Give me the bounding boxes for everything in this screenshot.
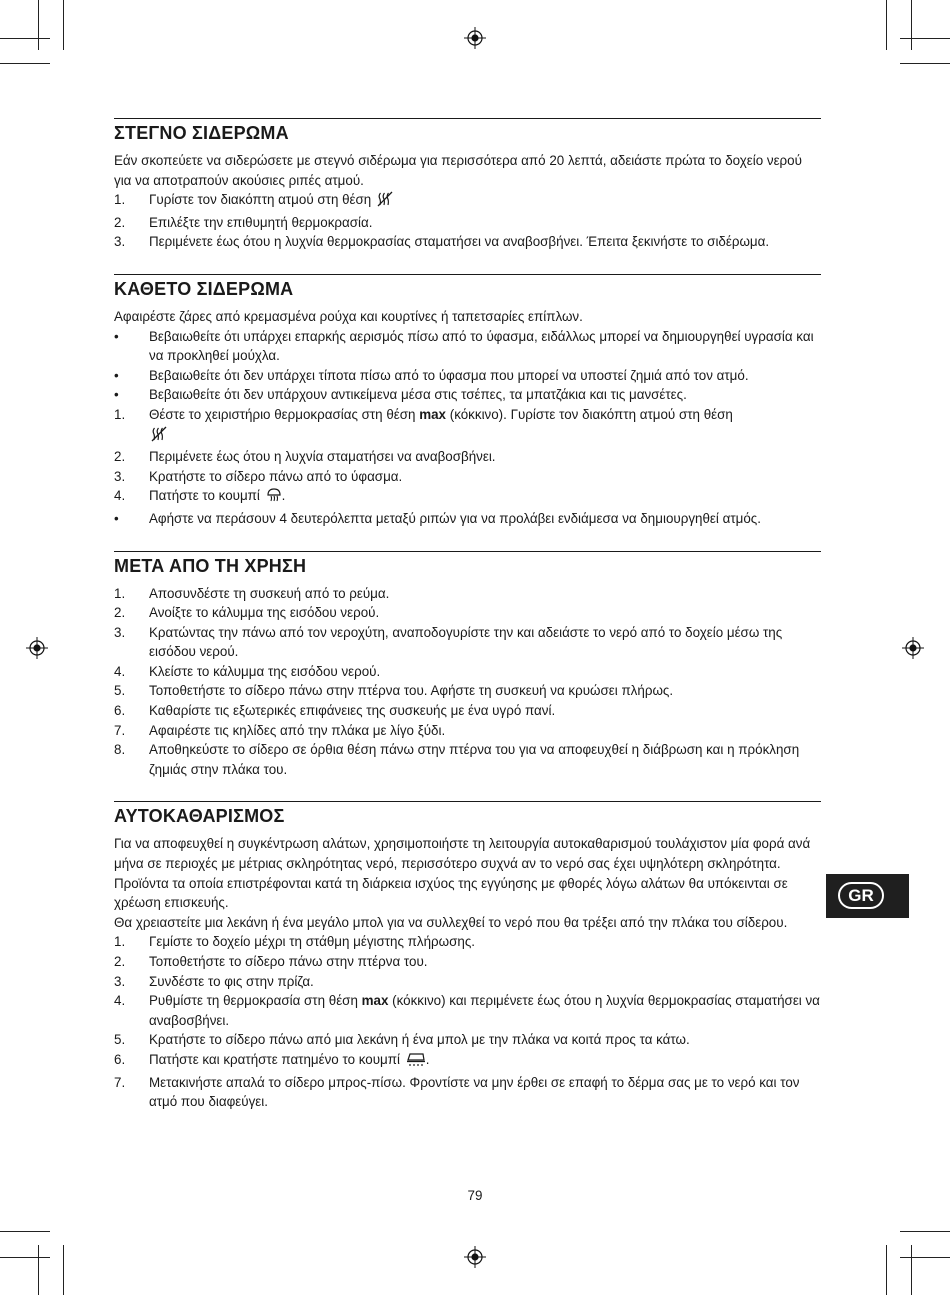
emphasis-text: max [361, 993, 389, 1009]
crop-mark [900, 1231, 950, 1232]
step-text: Θέστε το χειριστήριο θερμοκρασίας στη θέση [149, 406, 420, 422]
list-marker: 1. [114, 406, 126, 422]
list-marker: • [114, 328, 119, 344]
step-text: Πατήστε και κρατήστε πατημένο το κουμπί [149, 1051, 404, 1067]
step-text: Γεμίστε το δοχείο μέχρι τη στάθμη μέγιστης πλήρωσης. [149, 934, 476, 950]
list-marker: 4. [114, 663, 126, 679]
numbered-step [114, 213, 821, 233]
step-text: . [425, 1051, 430, 1067]
crop-mark [38, 1245, 39, 1295]
registration-mark-icon [464, 1246, 486, 1268]
step-text: Ρυθμίστε τη θερμοκρασία στη θέση [149, 993, 362, 1009]
numbered-step [114, 232, 821, 252]
steam-burst-icon [266, 487, 282, 509]
section [114, 551, 821, 780]
paragraph: Αφαιρέστε ζάρες από κρεμασμένα ρούχα και κουρτίνες ή ταπετσαρίες επίπλων. [114, 308, 583, 324]
registration-mark-icon [464, 27, 486, 49]
crop-mark [0, 1257, 50, 1258]
list-marker: 2. [114, 605, 126, 621]
list-marker: 3. [114, 468, 126, 484]
instruction-list [114, 327, 821, 529]
step-text: Κρατήστε το σίδερο πάνω από μια λεκάνη ή ένα μπολ με την πλάκα να κοιτά προς τα κάτω. [149, 1032, 690, 1048]
crop-mark [63, 1245, 64, 1295]
list-marker: 6. [114, 1051, 126, 1067]
crop-mark [886, 0, 887, 50]
list-marker: 2. [114, 214, 126, 230]
step-text: (κόκκινο). Γυρίστε τον διακόπτη ατμού στη θέση [446, 406, 733, 422]
step-text: Αποσυνδέστε τη συσκευή από το ρεύμα. [149, 585, 390, 601]
numbered-step [114, 447, 821, 467]
numbered-step [114, 740, 821, 779]
step-text: Βεβαιωθείτε ότι δεν υπάρχει τίποτα πίσω από το ύφασμα που μπορεί να υποστεί ζημιά από τον ατμό. [149, 367, 749, 383]
step-text: (κόκκινο) και περιμένετε έως ότου η λυχνία θερμοκρασίας σταματήσει να αναβοσβήνει. [149, 993, 820, 1028]
list-marker: • [114, 367, 119, 383]
section-heading: ΑΥΤΟΚΑΘΑΡΙΣΜΟΣ [114, 801, 821, 829]
list-marker: • [114, 510, 119, 526]
paragraph: Για να αποφευχθεί η συγκέντρωση αλάτων, χρησιμοποιήστε τη λειτουργία αυτοκαθαρισμού τουλάχιστον μία φορά ανά μήνα σε περιοχές με μέτριας σκληρότητας νερό, περισσότερο συχνά αν το νερό σας έχει υψηλότερη σκληρότητα. [114, 836, 811, 872]
crop-mark [63, 0, 64, 50]
list-marker: • [114, 387, 119, 403]
step-text: Επιλέξτε την επιθυμητή θερμοκρασία. [149, 214, 373, 230]
emphasis-text: max [419, 406, 447, 422]
instruction-list [114, 190, 821, 252]
language-tab [826, 874, 909, 918]
step-text: Βεβαιωθείτε ότι υπάρχει επαρκής αερισμός πίσω από το ύφασμα, ειδάλλως μπορεί να δημιουργηθεί υγρασία και να προκληθεί μούχλα. [149, 328, 814, 364]
numbered-step [114, 972, 821, 992]
bullet-item [114, 366, 821, 386]
numbered-step [114, 190, 821, 213]
numbered-step [114, 662, 821, 682]
numbered-step [114, 991, 821, 1030]
numbered-step [114, 701, 821, 721]
list-marker: 1. [114, 934, 126, 950]
step-text: Καθαρίστε τις εξωτερικές επιφάνειες της συσκευής με ένα υγρό πανί. [149, 703, 556, 719]
numbered-step [114, 1050, 821, 1073]
registration-mark-icon [26, 637, 48, 659]
crop-mark [900, 38, 950, 39]
step-text: Ανοίξτε το κάλυμμα της εισόδου νερού. [149, 605, 380, 621]
list-marker: 3. [114, 973, 126, 989]
numbered-step [114, 584, 821, 604]
step-text: Πατήστε το κουμπί [149, 488, 264, 504]
list-marker: 4. [114, 488, 126, 504]
step-text: . [281, 488, 286, 504]
numbered-step [114, 681, 821, 701]
self-clean-icon [406, 1051, 426, 1073]
step-text: Μετακινήστε απαλά το σίδερο μπρος-πίσω. Φροντίστε να μην έρθει σε επαφή το δέρμα σας με το νερό και τον ατμό που διαφεύγει. [149, 1074, 800, 1110]
instruction-list [114, 932, 821, 1111]
list-marker: 7. [114, 1074, 126, 1090]
crop-mark [900, 1257, 950, 1258]
step-text: Κρατώντας την πάνω από τον νεροχύτη, αναποδογυρίστε την και αδειάστε το νερό από το δοχείο μέσω της εισόδου νερού. [149, 624, 783, 660]
section-heading: ΣΤΕΓΝΟ ΣΙΔΕΡΩΜΑ [114, 118, 821, 146]
step-text: Αφήστε να περάσουν 4 δευτερόλεπτα μεταξύ ριπών για να προλάβει ενδιάμεσα να δημιουργηθεί ατμός. [149, 510, 761, 526]
step-text: Βεβαιωθείτε ότι δεν υπάρχουν αντικείμενα μέσα στις τσέπες, τα μπατζάκια και τις μανσέτες. [149, 387, 687, 403]
list-marker: 3. [114, 624, 126, 640]
numbered-step [114, 1030, 821, 1050]
numbered-step [114, 932, 821, 952]
numbered-step [114, 1073, 821, 1112]
crop-mark [911, 1245, 912, 1295]
list-marker: 6. [114, 703, 126, 719]
step-text: Περιμένετε έως ότου η λυχνία σταματήσει να αναβοσβήνει. [149, 449, 496, 465]
numbered-step [114, 721, 821, 741]
instruction-list [114, 584, 821, 780]
step-text: Περιμένετε έως ότου η λυχνία θερμοκρασίας σταματήσει να αναβοσβήνει. Έπειτα ξεκινήστε το σιδέρωμα. [149, 234, 770, 250]
list-marker: 3. [114, 234, 126, 250]
crop-mark [886, 1245, 887, 1295]
numbered-step [114, 405, 821, 447]
list-marker: 5. [114, 1032, 126, 1048]
step-text: Συνδέστε το φις στην πρίζα. [149, 973, 314, 989]
step-text: Γυρίστε τον διακόπτη ατμού στη θέση [149, 192, 375, 208]
list-marker: 7. [114, 722, 126, 738]
crop-mark [911, 0, 912, 50]
list-marker: 2. [114, 954, 126, 969]
step-text: Τοποθετήστε το σίδερο πάνω στην πτέρνα του. Αφήστε τη συσκευή να κρυώσει πλήρως. [149, 683, 674, 699]
numbered-step [114, 623, 821, 662]
no-steam-icon [377, 191, 393, 213]
numbered-step [114, 952, 821, 972]
list-marker: 1. [114, 192, 126, 208]
step-text: Αφαιρέστε τις κηλίδες από την πλάκα με λίγο ξύδι. [149, 722, 446, 738]
step-text: Κλείστε το κάλυμμα της εισόδου νερού. [149, 663, 381, 679]
section [114, 274, 821, 529]
section-heading: ΚΑΘΕΤΟ ΣΙΔΕΡΩΜΑ [114, 274, 821, 302]
bullet-item [114, 385, 821, 405]
numbered-step [114, 486, 821, 509]
step-text: Κρατήστε το σίδερο πάνω από το ύφασμα. [149, 468, 403, 484]
bullet-item [114, 509, 821, 529]
list-marker: 5. [114, 683, 126, 699]
crop-mark [0, 63, 50, 64]
paragraph: Προϊόντα τα οποία επιστρέφονται κατά τη διάρκεια ισχύος της εγγύησης με φθορές λόγω αλάτων θα υπόκεινται σε χρέωση επισκευής. [114, 875, 788, 911]
no-steam-icon [151, 426, 167, 448]
document-body [114, 118, 821, 1134]
crop-mark [900, 63, 950, 64]
list-marker: 8. [114, 742, 126, 758]
registration-mark-icon [902, 637, 924, 659]
crop-mark [38, 0, 39, 50]
step-text: Αποθηκεύστε το σίδερο σε όρθια θέση πάνω στην πτέρνα του για να αποφευχθεί η διάβρωση και η πρόκληση ζημιάς στην πλάκα του. [149, 742, 800, 777]
list-marker: 1. [114, 585, 126, 601]
paragraph: Θα χρειαστείτε μια λεκάνη ή ένα μεγάλο μπολ για να συλλεχθεί το νερό που θα τρέξει από την πλάκα του σίδερου. [114, 914, 788, 930]
language-label: GR [838, 882, 884, 909]
numbered-step [114, 603, 821, 623]
step-text: Τοποθετήστε το σίδερο πάνω στην πτέρνα του. [149, 954, 428, 969]
paragraph: Εάν σκοπεύετε να σιδερώσετε με στεγνό σιδέρωμα για περισσότερα από 20 λεπτά, αδειάστε πρώτα το δοχείο νερού για να αποτραπούν ακούσιες ριπές ατμού. [114, 153, 802, 188]
section [114, 801, 821, 1111]
section [114, 118, 821, 252]
bullet-item [114, 327, 821, 366]
list-marker: 2. [114, 449, 126, 465]
crop-mark [0, 38, 50, 39]
page-number: 79 [467, 1188, 483, 1203]
numbered-step [114, 467, 821, 487]
list-marker: 4. [114, 993, 126, 1009]
crop-mark [0, 1231, 50, 1232]
section-heading: ΜΕΤΑ ΑΠΟ ΤΗ ΧΡΗΣΗ [114, 551, 821, 579]
